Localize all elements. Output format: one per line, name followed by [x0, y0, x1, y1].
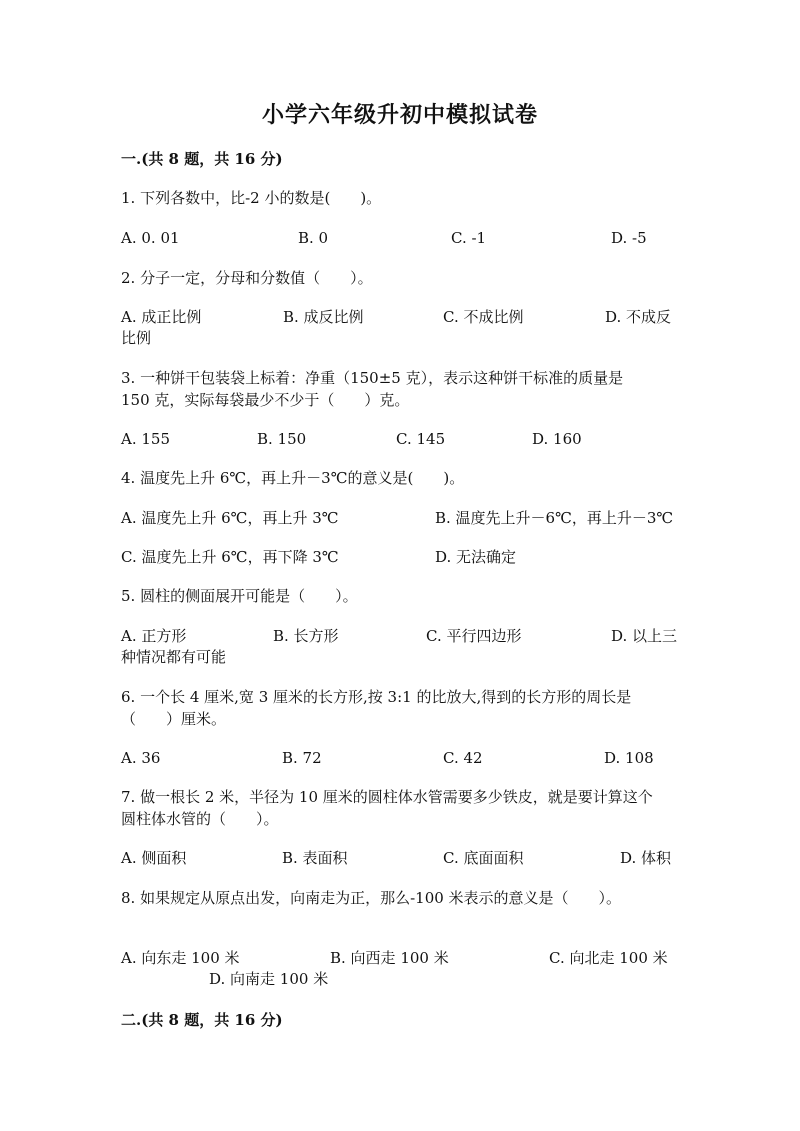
- question-8-options-row-2: [121, 968, 681, 990]
- question-2-stem: 2. 分子一定，分母和分数值（ ）。: [121, 269, 373, 287]
- question-6-stem-line-1: 6. 一个长 4 厘米,宽 3 厘米的长方形,按 3:1 的比放大,得到的长方形的周长是: [121, 688, 632, 706]
- question-5-option-d: D. 以上三: [611, 627, 678, 645]
- question-6-option-c: C. 42: [443, 749, 483, 767]
- question-7-option-a: A. 侧面积: [121, 849, 187, 867]
- question-2-option-c: C. 不成比例: [443, 308, 524, 326]
- question-3-option-a: A. 155: [121, 430, 170, 448]
- page-title: 小学六年级升初中模拟试卷: [261, 102, 538, 128]
- question-6-option-b: B. 72: [282, 749, 322, 767]
- section-heading-1: 一.(共 8 题，共 16 分): [121, 150, 283, 168]
- question-1-option-a: A. 0. 01: [121, 229, 180, 247]
- question-7-stem-line-1: 7. 做一根长 2 米，半径为 10 厘米的圆柱体水管需要多少铁皮，就是要计算这个: [121, 788, 653, 806]
- question-7-option-d: D. 体积: [620, 849, 672, 867]
- question-8-option-d: D. 向南走 100 米: [209, 970, 329, 988]
- question-1-option-c: C. -1: [451, 229, 487, 247]
- question-8-option-a: A. 向东走 100 米: [121, 949, 240, 967]
- question-2-options: [121, 306, 681, 328]
- question-6-option-d: D. 108: [604, 749, 654, 767]
- question-3-stem-line-1: 3. 一种饼干包装袋上标着：净重（150±5 克），表示这种饼干标准的质量是: [121, 369, 624, 387]
- question-7-option-c: C. 底面面积: [443, 849, 524, 867]
- question-2-option-d-continuation: 比例: [121, 329, 152, 347]
- question-6-stem-line-2: （ ）厘米。: [121, 710, 227, 728]
- question-8-stem: 8. 如果规定从原点出发，向南走为正，那么-100 米表示的意义是（ ）。: [121, 889, 622, 907]
- question-2-option-d: D. 不成反: [605, 308, 672, 326]
- question-4-option-a: A. 温度先上升 6℃，再上升 3℃: [121, 509, 339, 527]
- section-heading-2: 二.(共 8 题，共 16 分): [121, 1011, 283, 1029]
- question-5-stem: 5. 圆柱的侧面展开可能是（ ）。: [121, 587, 358, 605]
- question-6-option-a: A. 36: [121, 749, 161, 767]
- question-7-option-b: B. 表面积: [282, 849, 348, 867]
- question-5-option-b: B. 长方形: [273, 627, 339, 645]
- question-7-stem-line-2: 圆柱体水管的（ ）。: [121, 810, 279, 828]
- question-5-option-c: C. 平行四边形: [426, 627, 522, 645]
- question-3-option-c: C. 145: [396, 430, 446, 448]
- question-4-option-b: B. 温度先上升－6℃，再上升－3℃: [435, 509, 674, 527]
- question-4-option-d: D. 无法确定: [435, 548, 517, 566]
- question-6-options: [121, 747, 681, 769]
- question-5-options: [121, 625, 681, 647]
- question-1-stem: 1. 下列各数中，比-2 小的数是( )。: [121, 189, 382, 207]
- question-2-option-b: B. 成反比例: [283, 308, 364, 326]
- question-7-options: [121, 847, 681, 869]
- question-8-options-row-1: [121, 947, 681, 969]
- question-8-option-c: C. 向北走 100 米: [549, 949, 668, 967]
- question-3-options: [121, 428, 681, 450]
- question-5-option-d-continuation: 种情况都有可能: [121, 648, 227, 666]
- question-1-option-b: B. 0: [298, 229, 329, 247]
- question-3-option-d: D. 160: [532, 430, 582, 448]
- question-4-options-row-2: [121, 546, 681, 568]
- question-2-option-a: A. 成正比例: [121, 308, 202, 326]
- question-3-stem-line-2: 150 克，实际每袋最少不少于（ ）克。: [121, 391, 410, 409]
- question-8-option-b: B. 向西走 100 米: [330, 949, 449, 967]
- question-4-stem: 4. 温度先上升 6℃，再上升－3℃的意义是( )。: [121, 469, 465, 487]
- question-4-option-c: C. 温度先上升 6℃，再下降 3℃: [121, 548, 339, 566]
- question-1-options: [121, 227, 681, 249]
- question-4-options-row-1: [121, 507, 681, 529]
- question-5-option-a: A. 正方形: [121, 627, 187, 645]
- question-3-option-b: B. 150: [257, 430, 307, 448]
- question-1-option-d: D. -5: [611, 229, 647, 247]
